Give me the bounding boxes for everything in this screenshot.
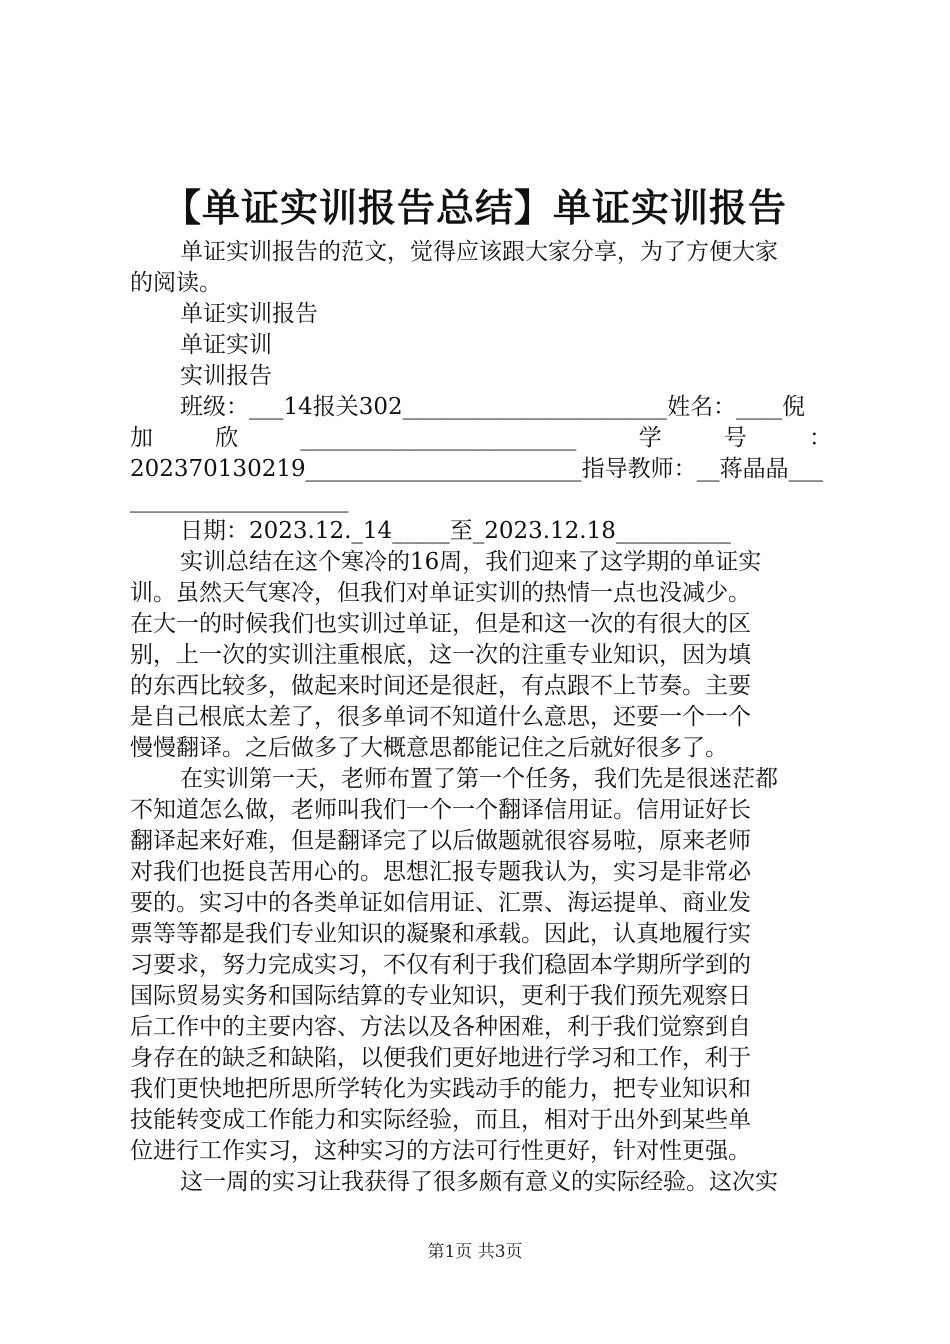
id-teacher-line: 202370130219________________________指导教师：__蒋晶晶___ (130, 456, 824, 482)
id-label-char: 学 (638, 425, 662, 451)
paragraph-1-line: 实训总结在这个寒冷的16周，我们迎来了这学期的单证实 (180, 549, 762, 575)
date-line: 日期：2023.12._14_____至_2023.12.18__________ (180, 518, 731, 544)
name-id-line (130, 423, 832, 454)
paragraph-2-line: 技能转变成工作能力和实际经验，而且，相对于出外到某些单 (130, 1107, 751, 1133)
paragraph-1-line: 训。虽然天气寒冷，但我们对单证实训的热情一点也没减少。 (130, 580, 751, 606)
paragraph-2-line: 位进行工作实习，这种实习的方法可行性更好，针对性更强。 (130, 1138, 751, 1164)
paragraph-2-line: 习要求，努力完成实习，不仅有利于我们稳固本学期所学到的 (130, 952, 751, 978)
paragraph-2-line: 在实训第一天，老师布置了第一个任务，我们先是很迷茫都 (180, 766, 778, 792)
heading-line: 单证实训 (180, 332, 272, 358)
paragraph-2-line: 我们更快地把所思所学转化为实践动手的能力，把专业知识和 (130, 1076, 751, 1102)
paragraph-1-line: 别，上一次的实训注重根底，这一次的注重专业知识，因为填 (130, 642, 751, 668)
intro-line: 的阅读。 (130, 270, 222, 296)
name-char: 加 (130, 425, 153, 451)
name-char: 欣 (215, 425, 239, 451)
paragraph-1-line: 是自己根底太差了，很多单词不知道什么意思，还要一个一个 (130, 704, 751, 730)
id-label-char: 号 (723, 425, 747, 451)
paragraph-2-line: 票等等都是我们专业知识的凝聚和承载。因此，认真地履行实 (130, 921, 751, 947)
paragraph-2-line: 国际贸易实务和国际结算的专业知识，更利于我们预先观察日 (130, 983, 751, 1009)
paragraph-1-line: 的东西比较多，做起来时间还是很赶，有点跟不上节奏。主要 (130, 673, 751, 699)
class-name-line: 班级：___14报关302_______________________姓名：____倪 (180, 394, 806, 420)
id-label-colon: ： (808, 425, 832, 451)
paragraph-1-line: 慢慢翻译。之后做多了大概意思都能记住之后就好很多了。 (130, 735, 728, 761)
paragraph-2-line: 不知道怎么做，老师叫我们一个一个翻译信用证。信用证好长 (130, 797, 751, 823)
paragraph-2-line: 身存在的缺乏和缺陷，以便我们更好地进行学习和工作，利于 (130, 1045, 751, 1071)
paragraph-2-line: 要的。实习中的各类单证如信用证、汇票、海运提单、商业发 (130, 890, 751, 916)
paragraph-3-line: 这一周的实习让我获得了很多颇有意义的实际经验。这次实 (180, 1169, 778, 1195)
paragraph-2-line: 翻译起来好难，但是翻译完了以后做题就很容易啦，原来老师 (130, 828, 751, 854)
heading-line: 单证实训报告 (180, 301, 318, 327)
paragraph-1-line: 在大一的时候我们也实训过单证，但是和这一次的有很大的区 (130, 611, 751, 637)
page-title: 【单证实训报告总结】单证实训报告 (162, 186, 787, 230)
paragraph-2-line: 对我们也挺良苦用心的。思想汇报专题我认为，实习是非常必 (130, 859, 751, 885)
underline-blank: ________________________ (300, 425, 577, 451)
underline-line: ___________________ (130, 487, 349, 513)
heading-line: 实训报告 (180, 363, 272, 389)
intro-line: 单证实训报告的范文，觉得应该跟大家分享，为了方便大家 (180, 239, 778, 265)
paragraph-2-line: 后工作中的主要内容、方法以及各种困难，利于我们觉察到自 (130, 1014, 751, 1040)
page-footer: 第1页 共3页 (427, 1242, 523, 1262)
